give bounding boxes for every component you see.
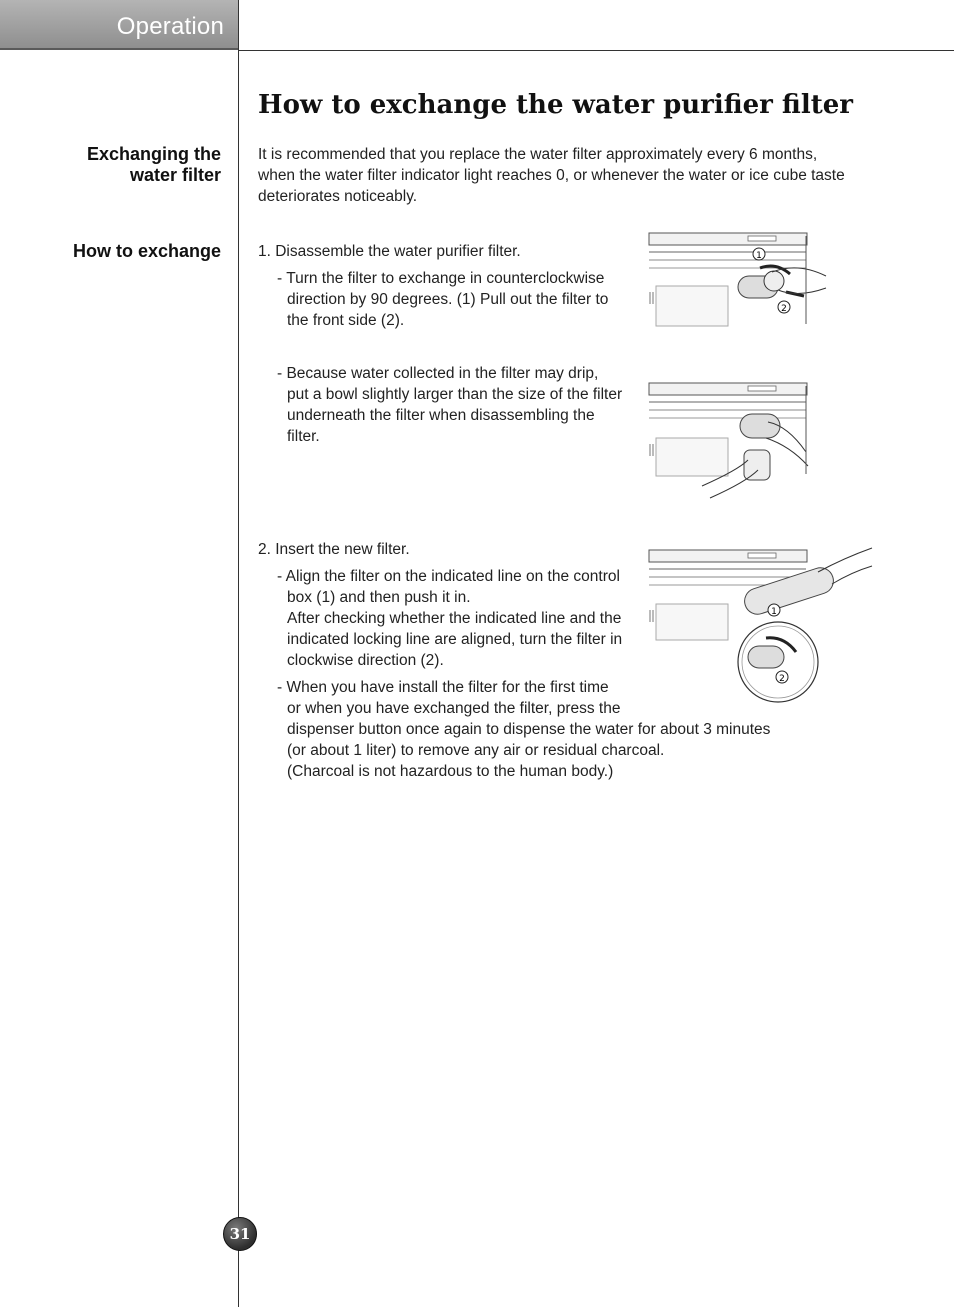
bullet-line: dispenser button once again to dispense the water for about 3 minutes — [287, 721, 771, 738]
sidebar-heading-how-to — [73, 241, 221, 262]
step1-bullet-bowl — [277, 363, 622, 447]
bullet-line: (Charcoal is not hazardous to the human body.) — [287, 763, 614, 780]
step-heading-text: 2. Insert the new filter. — [258, 541, 410, 558]
marker-two: 2 — [781, 304, 787, 314]
step1-heading — [258, 241, 521, 262]
intro-paragraph — [258, 144, 845, 207]
marker-one: 1 — [771, 607, 777, 617]
figure-bowl-under-filter — [648, 382, 828, 500]
bullet-line: - Align the filter on the indicated line on the control — [277, 568, 620, 585]
page-title: How to exchange the water purifier filter — [258, 90, 853, 120]
intro-line: when the water filter indicator light reaches 0, or whenever the water or ice cube taste — [258, 167, 845, 184]
bullet-line: - When you have install the filter for the first time — [277, 679, 609, 696]
figure-insert-filter — [648, 544, 874, 704]
bullet-line: or when you have exchanged the filter, press the — [287, 700, 621, 717]
bullet-line: box (1) and then push it in. — [287, 589, 471, 606]
step-heading-text: 1. Disassemble the water purifier filter. — [258, 243, 521, 260]
bullet-line: underneath the filter when disassembling the — [287, 407, 595, 424]
marker-two: 2 — [779, 674, 785, 684]
header-rule — [238, 50, 954, 51]
section-title: Operation — [116, 13, 224, 40]
intro-line: deteriorates noticeably. — [258, 188, 418, 205]
bullet-line: clockwise direction (2). — [287, 652, 444, 669]
bullet-line: After checking whether the indicated line and the — [287, 610, 622, 627]
sidebar-heading-line: How to exchange — [72, 241, 221, 261]
bullet-line: - Because water collected in the filter may drip, — [277, 365, 599, 382]
step2-heading — [258, 539, 410, 560]
bullet-line: filter. — [287, 428, 320, 445]
bullet-line: the front side (2). — [287, 312, 405, 329]
sidebar-heading-line: water filter — [129, 165, 221, 185]
page-number-badge: 31 — [223, 1217, 257, 1251]
step2-bullet-align — [277, 566, 622, 671]
marker-one: 1 — [756, 251, 762, 261]
bullet-line: (or about 1 liter) to remove any air or residual charcoal. — [287, 742, 665, 759]
step1-bullet-rotate — [277, 268, 608, 331]
margin-rule — [238, 0, 239, 1307]
intro-line: It is recommended that you replace the water filter approximately every 6 months, — [258, 146, 818, 163]
section-tab — [0, 0, 238, 50]
figure-remove-filter — [648, 232, 828, 328]
bullet-line: - Turn the filter to exchange in counterclockwise — [277, 270, 605, 287]
bullet-line: put a bowl slightly larger than the size of the filter — [287, 386, 623, 403]
bullet-line: indicated locking line are aligned, turn the filter in — [287, 631, 623, 648]
bullet-line: direction by 90 degrees. (1) Pull out the filter to — [287, 291, 609, 308]
sidebar-heading-exchanging — [87, 144, 221, 186]
sidebar-heading-line: Exchanging the — [86, 144, 221, 164]
